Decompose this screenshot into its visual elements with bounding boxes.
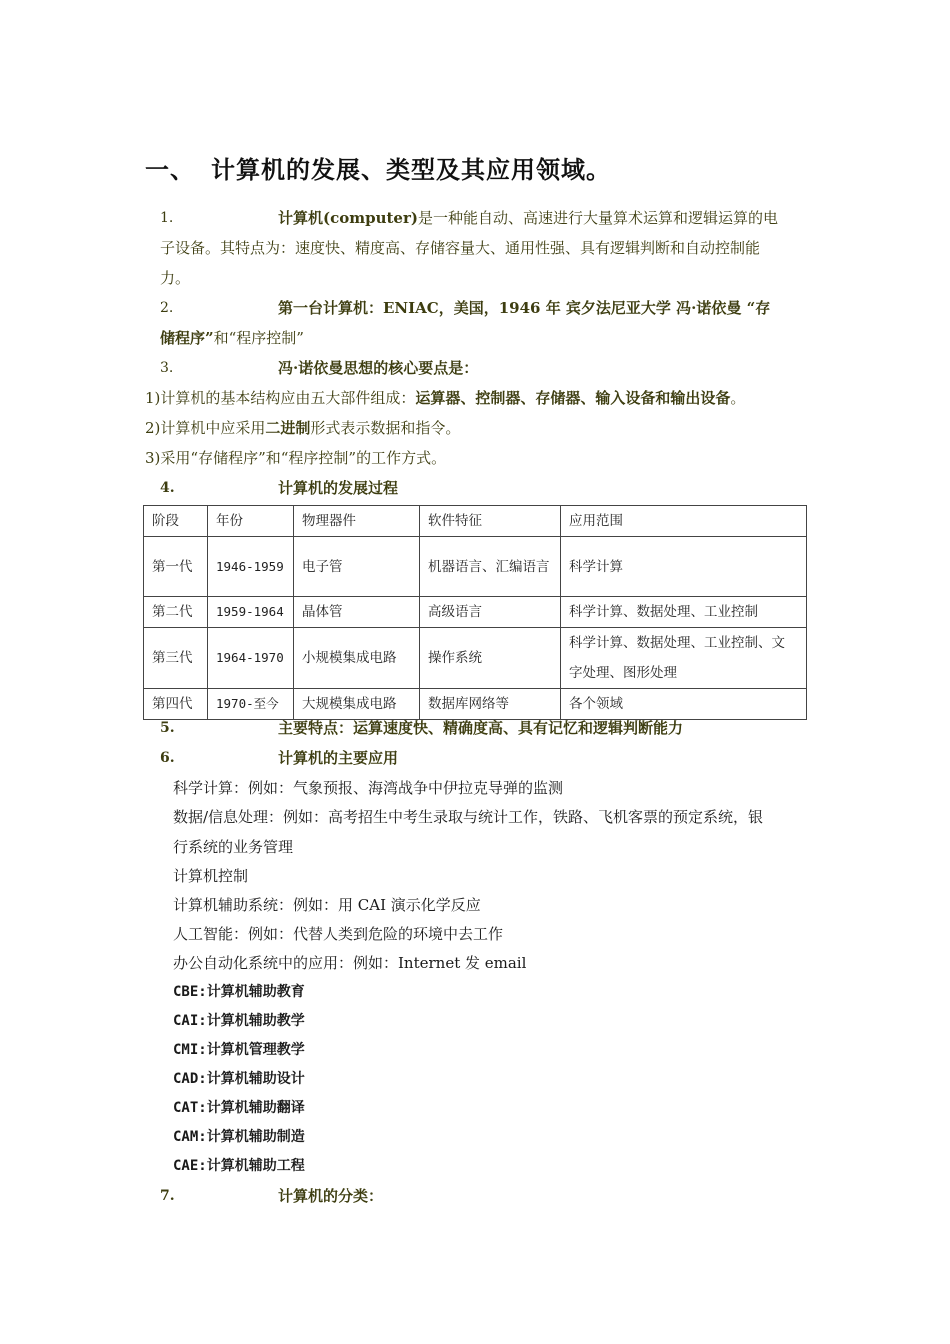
- header-cell: 软件特征: [420, 506, 561, 537]
- header-cell: 物理器件: [294, 506, 420, 537]
- item-5-text: 主要特点：运算速度快、精确度高、具有记忆和逻辑判断能力: [278, 719, 684, 737]
- table-header-row: [144, 506, 807, 537]
- table-cell: 高级语言: [420, 597, 561, 628]
- table-cell: 1964-1970: [208, 628, 294, 689]
- abbreviation-line: CAD:计算机辅助设计: [173, 1071, 305, 1087]
- table-cell: 机器语言、汇编语言: [420, 537, 561, 597]
- point-1-text: 1)计算机的基本结构应由五大部件组成：: [145, 389, 416, 407]
- item-5-number: 5.: [160, 720, 175, 736]
- item-2-rest: 和“程序控制”: [213, 329, 304, 347]
- item-1-line1: [278, 203, 778, 233]
- item-2-line1: 第一台计算机：ENIAC，美国，1946 年 宾夕法尼亚大学 冯·诺依曼 “存: [278, 299, 771, 317]
- table-row: [144, 537, 807, 597]
- item-4-number: 4.: [160, 480, 175, 496]
- table-cell: 各个领域: [561, 689, 807, 720]
- section-title: 计算机的发展、类型及其应用领域。: [211, 156, 611, 184]
- application-line: 行系统的业务管理: [173, 838, 294, 856]
- table-cell: 1946-1959: [208, 537, 294, 597]
- table-cell: 第三代: [144, 628, 208, 689]
- header-cell: 应用范围: [561, 506, 807, 537]
- application-line: 办公自动化系统中的应用：例如：Internet 发 email: [173, 954, 527, 972]
- section-number: 一、: [145, 156, 195, 184]
- table-row: [144, 628, 807, 689]
- table-cell: 电子管: [294, 537, 420, 597]
- development-table: [143, 505, 807, 720]
- item-3-point-3: 3)采用“存储程序”和“程序控制”的工作方式。: [145, 449, 447, 467]
- header-cell: 年份: [208, 506, 294, 537]
- section-heading: [145, 150, 611, 185]
- application-line: 计算机辅助系统：例如：用 CAI 演示化学反应: [173, 896, 481, 914]
- item-4-title: 计算机的发展过程: [278, 479, 399, 497]
- item-3-number: 3.: [160, 360, 174, 376]
- table-row: [144, 597, 807, 628]
- application-line: 计算机控制: [173, 867, 249, 885]
- table-cell: 小规模集成电路: [294, 628, 420, 689]
- table-cell: 操作系统: [420, 628, 561, 689]
- item-6-number: 6.: [160, 750, 175, 766]
- item-1-rest: 是一种能自动、高速进行大量算术运算和逻辑运算的电: [417, 209, 778, 227]
- item-1-line3: 力。: [160, 269, 191, 287]
- point-2-end: 形式表示数据和指令。: [310, 419, 461, 437]
- application-line: 科学计算：例如：气象预报、海湾战争中伊拉克导弹的监测: [173, 779, 564, 797]
- application-line: 人工智能：例如：代替人类到危险的环境中去工作: [173, 925, 504, 943]
- abbreviation-line: CMI:计算机管理教学: [173, 1042, 305, 1058]
- point-1-bold: 运算器、控制器、存储器、输入设备和输出设备: [415, 389, 731, 407]
- application-line: 数据/信息处理：例如：高考招生中考生录取与统计工作，铁路、飞机客票的预定系统，银: [173, 808, 764, 826]
- table-cell: 科学计算: [561, 537, 807, 597]
- abbreviation-line: CAI:计算机辅助教学: [173, 1013, 305, 1029]
- abbreviation-line: CAT:计算机辅助翻译: [173, 1100, 305, 1116]
- table-cell: 1959-1964: [208, 597, 294, 628]
- item-7-number: 7.: [160, 1188, 175, 1204]
- item-1-number: 1.: [160, 210, 174, 226]
- abbreviation-line: CBE:计算机辅助教育: [173, 984, 305, 1000]
- item-2-number: 2.: [160, 300, 174, 316]
- item-2-line2: [160, 323, 304, 353]
- table-cell: 大规模集成电路: [294, 689, 420, 720]
- table-cell: 第一代: [144, 537, 208, 597]
- item-6-title: 计算机的主要应用: [278, 749, 399, 767]
- header-cell: 阶段: [144, 506, 208, 537]
- point-2-bold: 二进制: [265, 419, 311, 437]
- item-2-bold: 储程序”: [160, 329, 214, 347]
- abbreviation-line: CAM:计算机辅助制造: [173, 1129, 305, 1145]
- abbreviation-line: CAE:计算机辅助工程: [173, 1158, 305, 1174]
- item-1-line2: 子设备。其特点为：速度快、精度高、存储容量大、通用性强、具有逻辑判断和自动控制能: [160, 239, 761, 257]
- item-3-title: 冯·诺依曼思想的核心要点是：: [278, 359, 479, 377]
- point-1-end: 。: [730, 389, 746, 407]
- item-3-point-2: [145, 413, 460, 443]
- table-cell: 数据库网络等: [420, 689, 561, 720]
- table-cell: 第二代: [144, 597, 208, 628]
- table-cell: 第四代: [144, 689, 208, 720]
- table-cell: 1970-至今: [208, 689, 294, 720]
- table-cell: 晶体管: [294, 597, 420, 628]
- item-3-point-1: [145, 383, 745, 413]
- item-7-title: 计算机的分类：: [278, 1187, 384, 1205]
- item-1-term: 计算机(computer): [278, 209, 418, 227]
- point-2-text: 2)计算机中应采用: [145, 419, 266, 437]
- table-cell: 科学计算、数据处理、工业控制: [561, 597, 807, 628]
- table-cell: 科学计算、数据处理、工业控制、文字处理、图形处理: [561, 628, 807, 689]
